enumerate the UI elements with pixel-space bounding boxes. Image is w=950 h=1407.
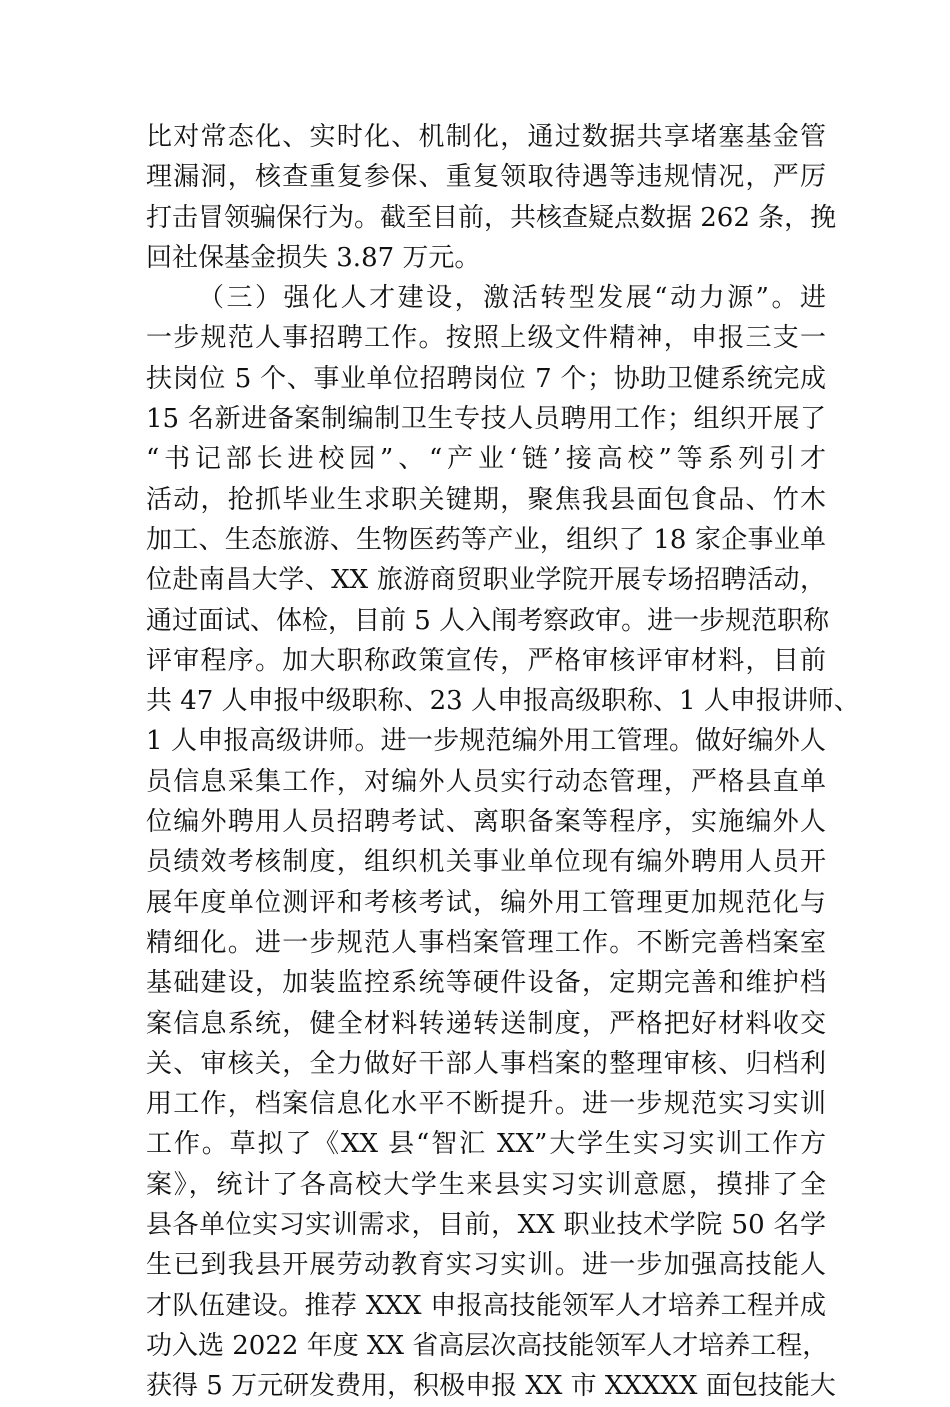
text-line: 关、审核关，全力做好干部人事档案的整理审核、归档利 [146, 1048, 826, 1079]
text-line: 打击冒领骗保行为。截至目前，共核查疑点数据 262 条，挽 [146, 202, 837, 233]
text-line: 案》，统计了各高校大学生来县实习实训意愿，摸排了全 [146, 1169, 826, 1200]
text-line: “书记部长进校园”、“产业‘链’接高校”等系列引才 [146, 444, 826, 475]
text-line: 加工、生态旅游、生物医药等产业，组织了 18 家企事业单 [146, 524, 826, 555]
text-line: 才队伍建设。推荐 XXX 申报高技能领军人才培养工程并成 [146, 1290, 826, 1321]
text-line: 员信息采集工作，对编外人员实行动态管理，严格县直单 [146, 766, 826, 797]
text-line: 县各单位实习实训需求，目前，XX 职业技术学院 50 名学 [146, 1210, 826, 1241]
text-line: 一步规范人事招聘工作。按照上级文件精神，申报三支一 [146, 323, 826, 354]
text-line: 工作。草拟了《XX 县“智汇 XX”大学生实习实训工作方 [146, 1129, 826, 1160]
text-line: 功入选 2022 年度 XX 省高层次高技能领军人才培养工程， [146, 1330, 829, 1361]
text-line: 位赴南昌大学、XX 旅游商贸职业学院开展专场招聘活动， [146, 565, 826, 596]
text-line: 理漏洞，核查重复参保、重复领取待遇等违规情况，严厉 [146, 162, 826, 193]
text-line: 用工作，档案信息化水平不断提升。进一步规范实习实训 [146, 1089, 826, 1120]
text-line: 15 名新进备案制编制卫生专技人员聘用工作；组织开展了 [146, 404, 826, 435]
text-line: 扶岗位 5 个、事业单位招聘岗位 7 个；协助卫健系统完成 [146, 363, 826, 394]
body-text [146, 117, 860, 1407]
text-line: 展年度单位测评和考核考试，编外用工管理更加规范化与 [146, 887, 826, 918]
text-line: 精细化。进一步规范人事档案管理工作。不断完善档案室 [146, 927, 826, 958]
text-line: 回社保基金损失 3.87 万元。 [146, 242, 481, 273]
text-line: 案信息系统，健全材料转递转送制度，严格把好材料收交 [146, 1008, 826, 1039]
text-line: 获得 5 万元研发费用，积极申报 XX 市 XXXXX 面包技能大 [146, 1371, 836, 1402]
text-line: 比对常态化、实时化、机制化，通过数据共享堵塞基金管 [146, 122, 826, 152]
text-line: 员绩效考核制度，组织机关事业单位现有编外聘用人员开 [146, 847, 826, 878]
text-line: 通过面试、体检，目前 5 人入闱考察政审。进一步规范职称 [146, 605, 830, 636]
section-heading-line: （三）强化人才建设，激活转型发展“动力源”。进 [198, 283, 826, 314]
text-line: 1 人申报高级讲师。进一步规范编外用工管理。做好编外人 [146, 726, 826, 757]
text-line: 基础建设，加装监控系统等硬件设备，定期完善和维护档 [146, 968, 826, 999]
text-line: 评审程序。加大职称政策宣传，严格审核评审材料，目前 [146, 645, 826, 676]
text-line: 共 47 人申报中级职称、23 人申报高级职称、1 人申报讲师、 [146, 686, 860, 717]
text-line: 活动，抢抓毕业生求职关键期，聚焦我县面包食品、竹木 [146, 484, 826, 515]
text-line: 生已到我县开展劳动教育实习实训。进一步加强高技能人 [146, 1250, 826, 1281]
text-line: 位编外聘用人员招聘考试、离职备案等程序，实施编外人 [146, 807, 826, 838]
